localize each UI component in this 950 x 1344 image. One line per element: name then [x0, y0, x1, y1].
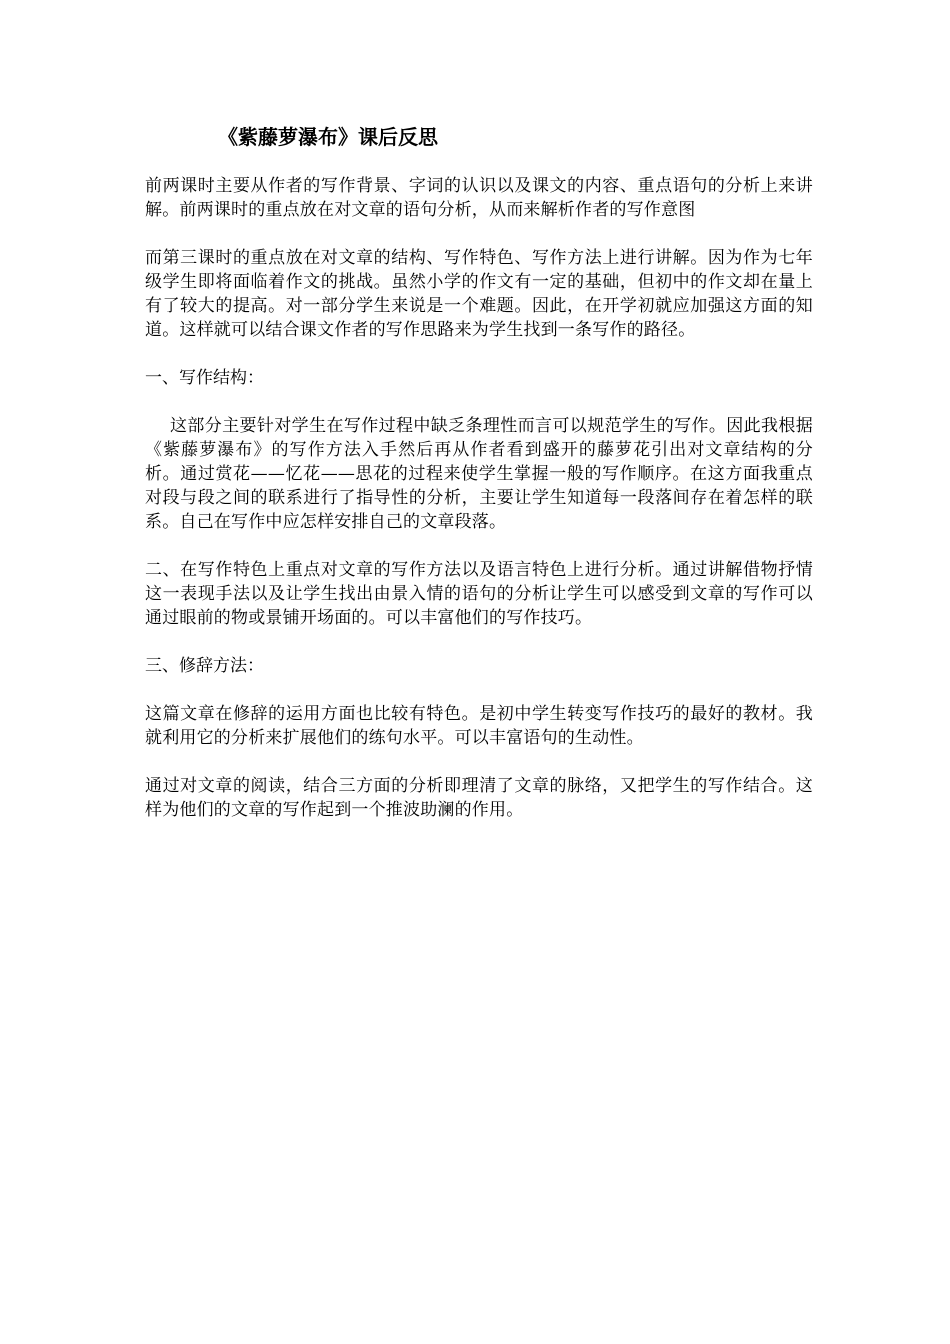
section-heading-structure: 一、写作结构： — [145, 368, 264, 388]
section-heading-rhetoric: 三、修辞方法： — [145, 656, 264, 676]
paragraph-writing-features: 二、在写作特色上重点对文章的写作方法以及语言特色上进行分析。通过讲解借物抒情这一表现手法以及让学生找出由景入情的语句的分析让学生可以感受到文章的写作可以通过眼前的物或景铺开场面的。可以丰富他们的写作技巧。 — [145, 560, 813, 628]
paragraph-conclusion: 通过对文章的阅读，结合三方面的分析即理清了文章的脉络，又把学生的写作结合。这样为他们的文章的写作起到一个推波助澜的作用。 — [145, 776, 813, 820]
paragraph-rhetoric: 这篇文章在修辞的运用方面也比较有特色。是初中学生转变写作技巧的最好的教材。我就利用它的分析来扩展他们的练句水平。可以丰富语句的生动性。 — [145, 704, 813, 748]
document-title: 《紫藤萝瀑布》课后反思 — [218, 125, 438, 149]
paragraph-structure: 这部分主要针对学生在写作过程中缺乏条理性而言可以规范学生的写作。因此我根据《紫藤萝瀑布》的写作方法入手然后再从作者看到盛开的藤萝花引出对文章结构的分析。通过赏花——忆花——思花的过程来使学生掌握一般的写作顺序。在这方面我重点对段与段之间的联系进行了指导性的分析，主要让学生知道每一段落间存在着怎样的联系。自己在写作中应怎样安排自己的文章段落。 — [145, 416, 813, 532]
paragraph-intro: 前两课时主要从作者的写作背景、字词的认识以及课文的内容、重点语句的分析上来讲解。前两课时的重点放在对文章的语句分析，从而来解析作者的写作意图 — [145, 176, 813, 220]
document-body — [145, 174, 813, 846]
paragraph-third-lesson: 而第三课时的重点放在对文章的结构、写作特色、写作方法上进行讲解。因为作为七年级学生即将面临着作文的挑战。虽然小学的作文有一定的基础，但初中的作文却在量上有了较大的提高。对一部分学生来说是一个难题。因此，在开学初就应加强这方面的知道。这样就可以结合课文作者的写作思路来为学生找到一条写作的路径。 — [145, 248, 813, 340]
